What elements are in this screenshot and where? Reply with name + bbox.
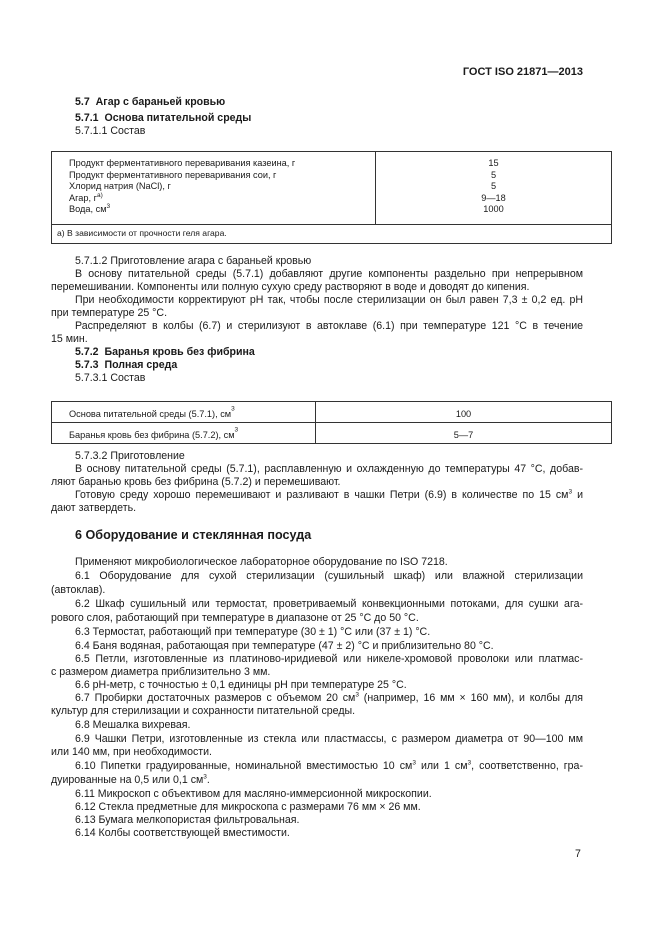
list-item-6-14: 6.14 Колбы соответствующей вместимости. xyxy=(75,827,290,839)
list-item-6-1: 6.1 Оборудование для сухой стерилизации (сушильный шкаф) или влажной стерилизации xyxy=(75,570,583,582)
paragraph-line: ляют баранью кровь без фибрина (5.7.2) и перемешивают. xyxy=(51,476,341,488)
subsection-5-7-3-1: 5.7.3.1 Состав xyxy=(75,372,146,384)
text-run: и xyxy=(572,489,583,501)
table-cell xyxy=(316,423,612,444)
table-cell: 9—18 xyxy=(481,192,506,203)
superscript: 3 xyxy=(234,426,239,434)
section-number: 5.7.1 xyxy=(75,112,99,124)
list-item-continuation: культур для стерилизации и сохранности питательной среды. xyxy=(51,705,356,717)
superscript: 3 xyxy=(412,759,416,767)
subsection-5-7-3-2-heading: 5.7.3.2 Приготовление xyxy=(75,450,185,462)
list-item-6-8: 6.8 Мешалка вихревая. xyxy=(75,719,191,731)
section-number: 5.7 xyxy=(75,96,90,108)
list-item-6-12: 6.12 Стекла предметные для микроскопа с размерами 76 мм × 26 мм. xyxy=(75,801,421,813)
text-run: Готовую среду хорошо перемешивают и разливают в чашки Петри (6.9) в количестве по 15 см xyxy=(75,489,569,501)
superscript: 3 xyxy=(203,773,207,781)
subsection-5-7-1-2-heading: 5.7.1.2 Приготовление агара с бараньей кровью xyxy=(75,255,312,267)
list-item-6-11: 6.11 Микроскоп с объективом для масляно-иммерсионной микроскопии. xyxy=(75,788,432,800)
footnote-marker: а) xyxy=(96,191,103,199)
section-5-7-3-heading xyxy=(75,359,177,372)
paragraph-line: Применяют микробиологическое лабораторное оборудование по ISO 7218. xyxy=(75,556,448,568)
table-cell-text: Вода, см xyxy=(69,204,107,215)
table-cell: Продукт ферментативного переваривания казеина, г xyxy=(69,158,296,168)
subsection-5-7-1-1: 5.7.1.1 Состав xyxy=(75,125,146,137)
table-cell xyxy=(316,402,612,423)
table-body-row xyxy=(52,152,612,225)
text-run: . xyxy=(206,774,210,786)
superscript: 3 xyxy=(568,488,573,496)
text-run: 6.10 Пипетки градуированные, номинальной вместимостью 10 см xyxy=(75,760,413,772)
section-title: Агар с бараньей кровью xyxy=(95,96,226,108)
section-title: Основа питательной среды xyxy=(104,112,252,124)
list-item-6-2: 6.2 Шкаф сушильный или термостат, проветриваемый конвекционными потоками, для сушки ага- xyxy=(75,598,583,610)
list-item-6-10 xyxy=(75,760,583,773)
paragraph-line: дают затвердеть. xyxy=(51,502,137,514)
table-cell xyxy=(69,193,375,205)
list-item-6-6: 6.6 рН-метр, с точностью ± 0,1 единицы рН при температуре 25 °С. xyxy=(75,679,407,691)
section-title: Полная среда xyxy=(104,359,178,371)
section-5-7-heading xyxy=(75,96,225,109)
text-run: дуированные на 0,5 или 0,1 см xyxy=(51,774,204,786)
section-6-heading: 6 Оборудование и стеклянная посуда xyxy=(75,528,312,542)
table-cell: 5 xyxy=(490,169,497,180)
table-cell-text: Баранья кровь без фибрина (5.7.2), см xyxy=(69,430,235,440)
superscript: 3 xyxy=(467,759,472,767)
text-run: или 1 см xyxy=(415,760,468,772)
table-cell: 15 xyxy=(488,158,499,168)
text-run: 6.7 Пробирки достаточных размеров с объемом 20 см xyxy=(75,692,356,704)
section-number: 5.7.3 xyxy=(75,359,99,371)
table-cell-text: Агар, г xyxy=(69,192,97,203)
composition-table-2 xyxy=(51,401,612,444)
section-number: 5.7.2 xyxy=(75,346,99,358)
table-cell xyxy=(52,423,316,444)
list-item-6-5: 6.5 Петли, изготовленные из платиново-иридиевой или никеле-хромовой проволоки или платмас- xyxy=(75,653,583,665)
table-footnote: а) В зависимости от прочности геля агара. xyxy=(57,228,227,238)
paragraph-line: В основу питательной среды (5.7.1) добавляют другие компоненты раздельно при непрерывном xyxy=(75,268,583,280)
list-item-continuation: (автоклав). xyxy=(51,584,106,596)
paragraph-line: При необходимости корректируют рН так, чтобы после стерилизации он был равен 7,3 ± 0,2 ед. рН xyxy=(75,294,583,306)
superscript: 3 xyxy=(231,405,235,413)
table-values-cell xyxy=(376,152,612,225)
paragraph-line: перемешивании. Компоненты или полную сухую среду растворяют в воде и доводят до кипения. xyxy=(51,281,530,293)
table-footnote-row xyxy=(52,225,612,244)
table-cell: 1000 xyxy=(483,204,504,215)
section-title: Баранья кровь без фибрина xyxy=(104,346,255,358)
table-cell xyxy=(52,402,316,423)
paragraph-line: Распределяют в колбы (6.7) и стерилизуют в автоклаве (6.1) при температуре 121 °С в течение xyxy=(75,320,583,332)
document-id: ГОСТ ISO 21871—2013 xyxy=(462,66,583,78)
superscript: 3 xyxy=(355,691,359,699)
table-cell: 5 xyxy=(490,181,497,192)
list-item-continuation: рового слоя, работающий при температуре в диапазоне от 25 °С до 50 °С. xyxy=(51,612,419,624)
paragraph-line xyxy=(75,489,583,502)
table-cell: Продукт ферментативного переваривания сои, г xyxy=(69,169,277,180)
table-cell-text: 100 xyxy=(455,409,472,419)
list-item-6-13: 6.13 Бумага мелкопористая фильтровальная. xyxy=(75,814,300,826)
table-cell-text: 5—7 xyxy=(453,430,474,440)
superscript: 3 xyxy=(106,203,111,211)
table-footnote-cell xyxy=(52,225,612,244)
list-item-continuation: с размером диаметра приблизительно 3 мм. xyxy=(51,666,271,678)
list-item-continuation xyxy=(51,774,210,787)
table-row xyxy=(52,423,612,444)
list-item-6-4: 6.4 Баня водяная, работающая при температуре (47 ± 2) °С и приблизительно 80 °С. xyxy=(75,640,494,652)
section-5-7-1-heading xyxy=(75,112,251,125)
list-item-6-7 xyxy=(75,692,583,705)
section-5-7-2-heading xyxy=(75,346,255,359)
table-cell xyxy=(69,204,375,216)
list-item-6-3: 6.3 Термостат, работающий при температуре (30 ± 1) °С или (37 ± 1) °С. xyxy=(75,626,431,638)
table-names-cell xyxy=(52,152,376,225)
text-run: , соответственно, гра- xyxy=(471,760,583,772)
composition-table-1 xyxy=(51,151,612,244)
page-number: 7 xyxy=(575,848,581,860)
table-row xyxy=(52,402,612,423)
table-cell-text: Основа питательной среды (5.7.1), см xyxy=(69,409,232,419)
paragraph-line: 15 мин. xyxy=(51,333,88,345)
paragraph-line: В основу питательной среды (5.7.1), расплавленную и охлажденную до температуры 47 °С, добав- xyxy=(75,463,583,475)
paragraph-line: при температуре 25 °С. xyxy=(51,307,168,319)
list-item-6-9: 6.9 Чашки Петри, изготовленные из стекла или пластмассы, с размером диаметра от 90—100 мм xyxy=(75,733,583,745)
text-run: (например, 16 мм × 160 мм), и колбы для xyxy=(358,692,583,704)
table-cell: Хлорид натрия (NaCl), г xyxy=(69,181,171,192)
list-item-continuation: или 140 мм, при необходимости. xyxy=(51,746,212,758)
